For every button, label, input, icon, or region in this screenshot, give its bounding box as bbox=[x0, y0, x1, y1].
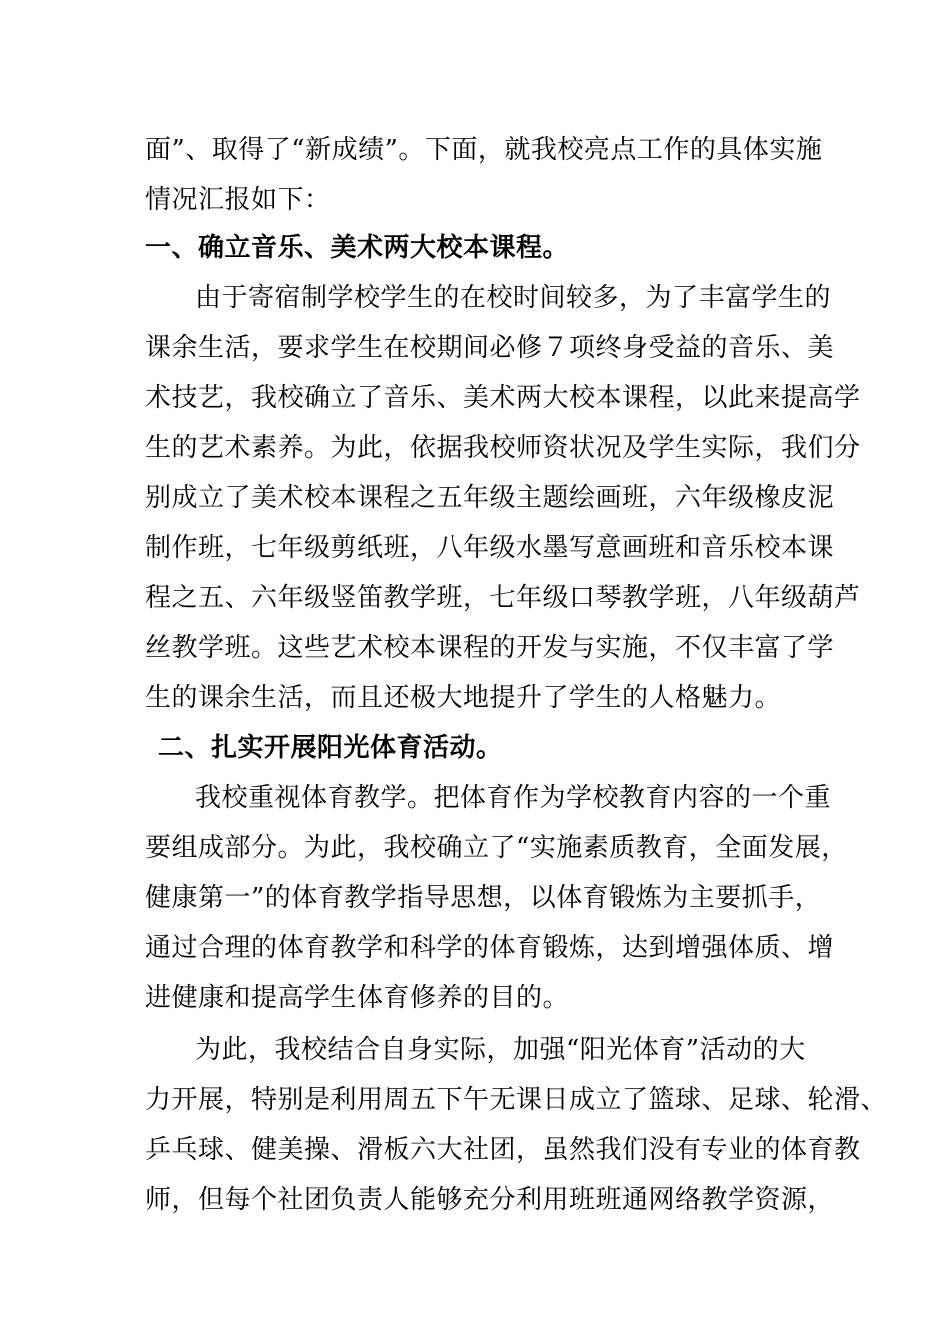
text-line: 乒乓球、健美操、滑板六大社团，虽然我们没有专业的体育教 bbox=[145, 1135, 861, 1165]
text-line: 进健康和提高学生体育修养的目的。 bbox=[145, 983, 570, 1013]
text-line: 健康第一”的体育教学指导思想，以体育锻炼为主要抓手， bbox=[145, 883, 822, 913]
section-heading-2: 二、扎实开展阳光体育活动。 bbox=[158, 733, 503, 763]
text-line: 程之五、六年级竖笛教学班，七年级口琴教学班，八年级葫芦 bbox=[145, 583, 861, 613]
text-line: 通过合理的体育教学和科学的体育锻炼，达到增强体质、增 bbox=[145, 933, 835, 963]
text-line: 生的艺术素养。为此，依据我校师资状况及学生实际，我们分 bbox=[145, 433, 861, 463]
text-line: 情况汇报如下： bbox=[145, 185, 331, 215]
text-line: 课余生活，要求学生在校期间必修７项终身受益的音乐、美 bbox=[145, 333, 835, 363]
section-heading-1: 一、确立音乐、美术两大校本课程。 bbox=[145, 233, 570, 263]
text-line: 丝教学班。这些艺术校本课程的开发与实施，不仅丰富了学 bbox=[145, 633, 835, 663]
text-line: 别成立了美术校本课程之五年级主题绘画班，六年级橡皮泥 bbox=[145, 483, 835, 513]
text-line: 由于寄宿制学校学生的在校时间较多，为了丰富学生的 bbox=[195, 283, 832, 313]
text-line: 要组成部分。为此，我校确立了“实施素质教育，全面发展， bbox=[145, 833, 848, 863]
text-line: 我校重视体育教学。把体育作为学校教育内容的一个重 bbox=[195, 783, 832, 813]
text-line: 术技艺，我校确立了音乐、美术两大校本课程，以此来提高学 bbox=[145, 383, 861, 413]
text-line: 为此，我校结合自身实际，加强“阳光体育”活动的大 bbox=[195, 1035, 806, 1065]
text-line: 生的课余生活，而且还极大地提升了学生的人格魅力。 bbox=[145, 683, 782, 713]
text-line: 力开展，特别是利用周五下午无课日成立了篮球、足球、轮滑、 bbox=[145, 1085, 888, 1115]
text-line: 师，但每个社团负责人能够充分利用班班通网络教学资源， bbox=[145, 1185, 835, 1215]
text-line: 制作班，七年级剪纸班，八年级水墨写意画班和音乐校本课 bbox=[145, 533, 835, 563]
text-line: 面”、取得了“新成绩”。下面，就我校亮点工作的具体实施 bbox=[145, 135, 823, 165]
